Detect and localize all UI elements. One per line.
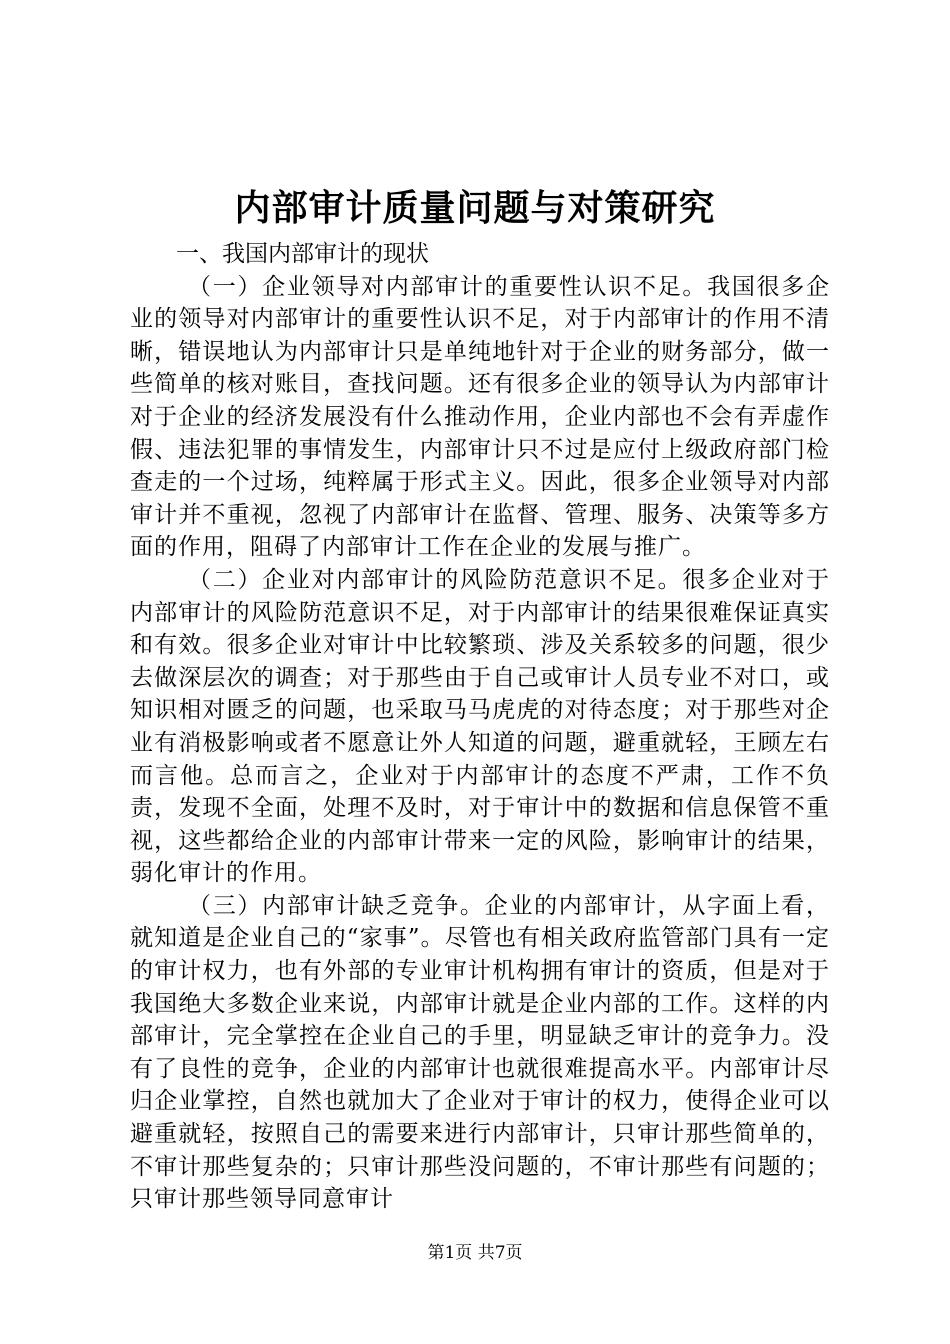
paragraph-3: （三）内部审计缺乏竞争。企业的内部审计，从字面上看，就知道是企业自己的“家事”。尽管也有相关政府监管部门具有一定的审计权力，也有外部的专业审计机构拥有审计的资质，但是对于我国绝大多数企业来说，内部审计就是企业内部的工作。这样的内部审计，完全掌控在企业自己的手里，明显缺乏审计的竞争力。没有了良性的竞争，企业的内部审计也就很难提高水平。内部审计尽归企业掌控，自然也就加大了企业对于审计的权力，使得企业可以避重就轻，按照自己的需要来进行内部审计，只审计那些简单的，不审计那些复杂的；只审计那些没问题的，不审计那些有问题的；只审计那些领导同意审计 — [130, 892, 830, 1213]
section-heading: 一、我国内部审计的现状 — [176, 241, 429, 267]
document-title: 内部审计质量问题与对策研究 — [234, 187, 716, 229]
document-body — [130, 238, 830, 1216]
paragraph-1: （一）企业领导对内部审计的重要性认识不足。我国很多企业的领导对内部审计的重要性认识不足，对于内部审计的作用不清晰，错误地认为内部审计只是单纯地针对于企业的财务部分，做一些简单的核对账目，查找问题。还有很多企业的领导认为内部审计对于企业的经济发展没有什么推动作用，企业内部也不会有弄虚作假、违法犯罪的事情发生，内部审计只不过是应付上级政府部门检查走的一个过场，纯粹属于形式主义。因此，很多企业领导对内部审计并不重视，忽视了内部审计在监督、管理、服务、决策等多方面的作用，阻碍了内部审计工作在企业的发展与推广。 — [130, 273, 830, 561]
page-number-footer: 第1页 共7页 — [427, 1243, 523, 1263]
paragraph-2: （二）企业对内部审计的风险防范意识不足。很多企业对于内部审计的风险防范意识不足，对于内部审计的结果很难保证真实和有效。很多企业对审计中比较繁琐、涉及关系较多的问题，很少去做深层次的调查；对于那些由于自己或审计人员专业不对口，或知识相对匮乏的问题，也采取马马虎虎的对待态度；对于那些对企业有消极影响或者不愿意让外人知道的问题，避重就轻，王顾左右而言他。总而言之，企业对于内部审计的态度不严肃，工作不负责，发现不全面，处理不及时，对于审计中的数据和信息保管不重视，这些都给企业的内部审计带来一定的风险，影响审计的结果，弱化审计的作用。 — [130, 566, 830, 887]
